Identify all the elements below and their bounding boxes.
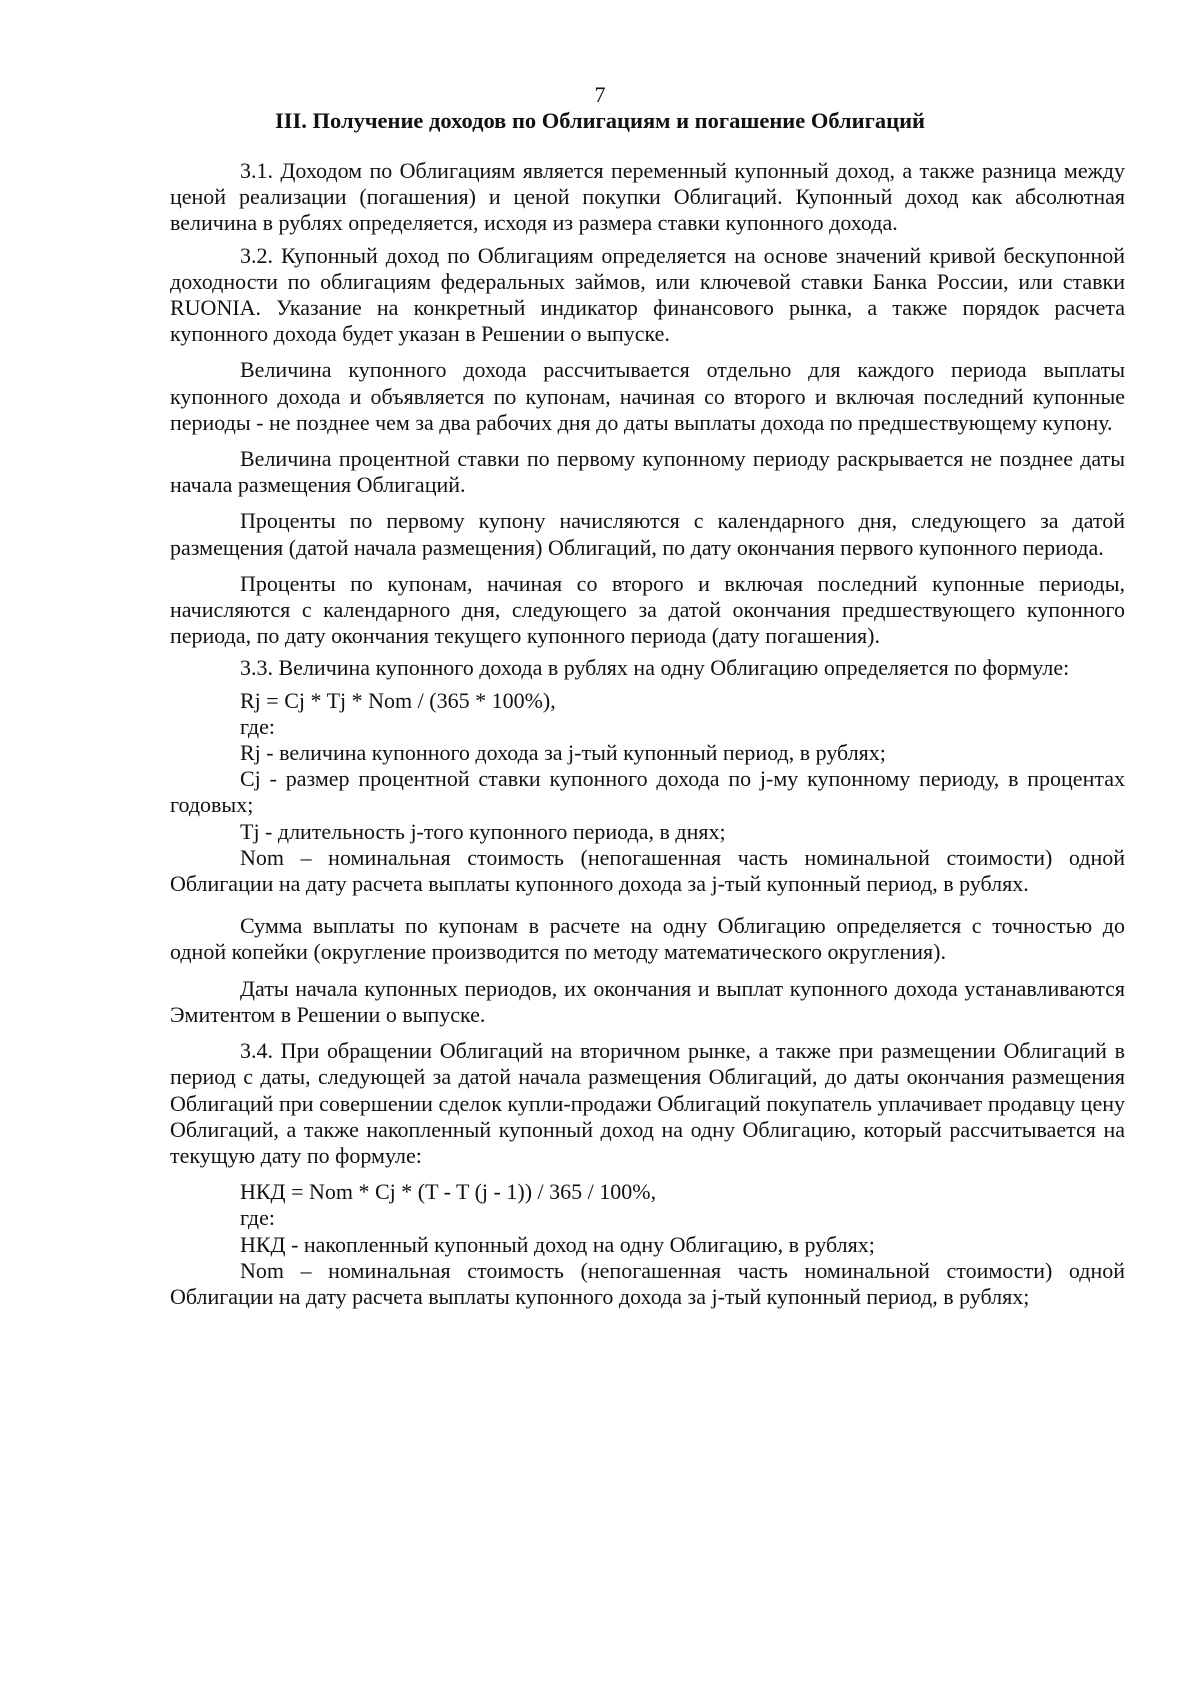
formula-definition: НКД - накопленный купонный доход на одну Облигацию, в рублях;: [240, 1231, 875, 1257]
paragraph-3-2: 3.2. Купонный доход по Облигациям определяется на основе значений кривой бескупонной доходности по облигациям федеральных займов, или ключевой ставки Банка России, или ставки RUONIA. Указание на конкретный индикатор финансового рынка, а также порядок расчета купонного дохода будет указан в Решении о выпуске.: [170, 242, 1125, 347]
formula-coupon-income: Rj = Cj * Tj * Nom / (365 * 100%),: [240, 687, 556, 713]
paragraph-rounding: Сумма выплаты по купонам в расчете на одну Облигацию определяется с точностью до одной копейки (округление производится по методу математического округления).: [170, 913, 1125, 965]
section-heading: III. Получение доходов по Облигациям и погашение Облигаций: [274, 108, 926, 133]
paragraph-3-1: 3.1. Доходом по Облигациям является переменный купонный доход, а также разница между ценой реализации (погашения) и ценой покупки Облигаций. Купонный доход как абсолютная величина в рублях определяется, исходя из размера ставки купонного дохода.: [170, 158, 1125, 236]
formula-definition: Cj - размер процентной ставки купонного дохода по j-му купонному периоду, в процентах годовых;: [170, 766, 1125, 818]
document-body: [170, 158, 1125, 1310]
paragraph-3-4: 3.4. При обращении Облигаций на вторичном рынке, а также при размещении Облигаций в период с даты, следующей за датой начала размещения Облигаций, до даты окончания размещения Облигаций при совершении сделок купли-продажи Облигаций покупатель уплачивает продавцу цену Облигаций, а также накопленный купонный доход на одну Облигацию, который рассчитывается на текущую дату по формуле:: [170, 1038, 1125, 1168]
page-number: 7: [594, 82, 606, 107]
paragraph-first-coupon-interest: Проценты по первому купону начисляются с календарного дня, следующего за датой размещения (датой начала размещения) Облигаций, по дату окончания первого купонного периода.: [170, 508, 1125, 560]
formula-definition: Tj - длительность j-того купонного периода, в днях;: [240, 818, 726, 844]
formula-definition: Nom – номинальная стоимость (непогашенная часть номинальной стоимости) одной Облигации на дату расчета выплаты купонного дохода за j-тый купонный период, в рублях.: [170, 844, 1125, 897]
formula-accrued-income: НКД = Nom * Cj * (T - T (j - 1)) / 365 / 100%,: [240, 1179, 657, 1205]
formula-definition: Rj - величина купонного дохода за j-тый купонный период, в рублях;: [240, 740, 886, 766]
paragraph-coupon-amount: Величина купонного дохода рассчитывается отдельно для каждого периода выплаты купонного дохода и объявляется по купонам, начиная со второго и включая последний купонные периоды - не позднее чем за два рабочих дня до даты выплаты дохода по предшествующему купону.: [170, 357, 1125, 435]
paragraph-coupon-dates: Даты начала купонных периодов, их окончания и выплат купонного дохода устанавливаются Эмитентом в Решении о выпуске.: [170, 975, 1125, 1027]
paragraph-first-coupon-rate: Величина процентной ставки по первому купонному периоду раскрывается не позднее даты начала размещения Облигаций.: [170, 446, 1125, 498]
formula-definition: Nom – номинальная стоимость (непогашенная часть номинальной стоимости) одной Облигации на дату расчета выплаты купонного дохода за j-тый купонный период, в рублях;: [170, 1257, 1125, 1309]
formula-where-label: где:: [240, 1205, 275, 1231]
paragraph-3-3: 3.3. Величина купонного дохода в рублях на одну Облигацию определяется по формуле:: [240, 655, 1070, 681]
paragraph-subsequent-coupons: Проценты по купонам, начиная со второго и включая последний купонные периоды, начисляются с календарного дня, следующего за датой окончания предшествующего купонного периода, по дату окончания текущего купонного периода (дату погашения).: [170, 570, 1125, 649]
formula-where-label: где:: [240, 713, 275, 739]
